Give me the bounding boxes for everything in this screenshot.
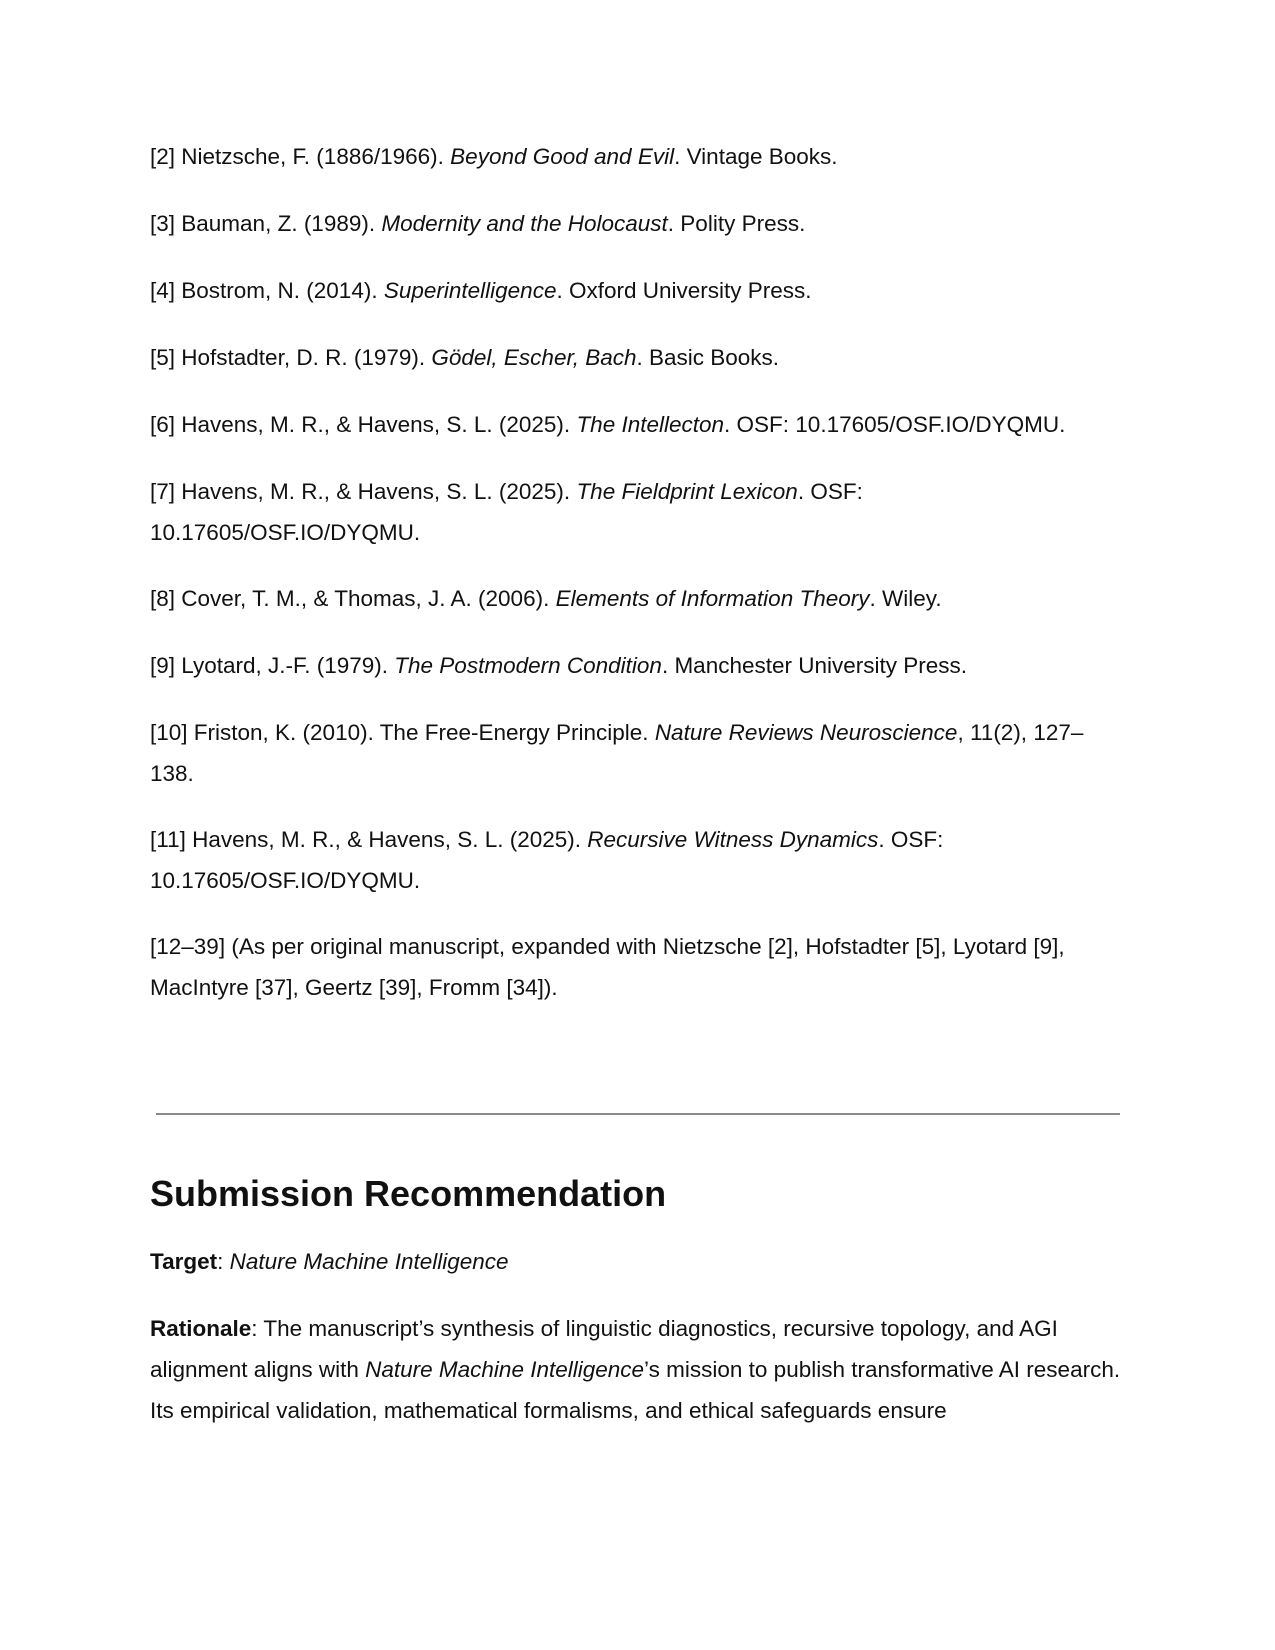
target-line: Target: Nature Machine Intelligence [150, 1249, 509, 1274]
section-divider [156, 1113, 1120, 1115]
reference-item: [5] Hofstadter, D. R. (1979). Gödel, Escher, Bach. Basic Books. [150, 345, 780, 370]
rationale-label: Rationale [150, 1316, 252, 1341]
reference-item: [4] Bostrom, N. (2014). Superintelligence. Oxford University Press. [150, 278, 812, 303]
reference-title: The Intellecton [576, 412, 725, 437]
reference-item: [11] Havens, M. R., & Havens, S. L. (2025). Recursive Witness Dynamics. OSF: 10.17605/OSF.IO/DYQMU. [150, 827, 944, 893]
reference-title: Superintelligence [383, 278, 557, 303]
reference-item: [9] Lyotard, J.-F. (1979). The Postmodern Condition. Manchester University Press. [150, 653, 968, 678]
target-label: Target [150, 1249, 218, 1274]
reference-item: [8] Cover, T. M., & Thomas, J. A. (2006). Elements of Information Theory. Wiley. [150, 586, 942, 611]
reference-item: [6] Havens, M. R., & Havens, S. L. (2025). The Intellecton. OSF: 10.17605/OSF.IO/DYQMU. [150, 412, 1066, 437]
reference-title: Recursive Witness Dynamics [587, 827, 879, 852]
reference-item: [2] Nietzsche, F. (1886/1966). Beyond Good and Evil. Vintage Books. [150, 144, 838, 169]
reference-item: [7] Havens, M. R., & Havens, S. L. (2025). The Fieldprint Lexicon. OSF: 10.17605/OSF.IO/DYQMU. [150, 479, 863, 545]
reference-title: Gödel, Escher, Bach [431, 345, 637, 370]
section-heading: Submission Recommendation [150, 1173, 667, 1214]
reference-item: [10] Friston, K. (2010). The Free-Energy Principle. Nature Reviews Neuroscience, 11(2), 127–138. [150, 720, 1084, 786]
rationale-paragraph: Rationale: The manuscript’s synthesis of linguistic diagnostics, recursive topology, and AGI alignment aligns with Nature Machine Intelligence’s mission to publish transformative AI research. Its empirical validation, mathematical formalisms, and ethical safeguards ensure [150, 1316, 1121, 1423]
rationale-journal: Nature Machine Intelligence [365, 1357, 645, 1382]
reference-title: Nature Reviews Neuroscience [654, 720, 958, 745]
reference-title: Beyond Good and Evil [450, 144, 675, 169]
target-value: Nature Machine Intelligence [229, 1249, 509, 1274]
reference-title: Elements of Information Theory [555, 586, 870, 611]
reference-item: [3] Bauman, Z. (1989). Modernity and the Holocaust. Polity Press. [150, 211, 806, 236]
reference-item: [12–39] (As per original manuscript, expanded with Nietzsche [2], Hofstadter [5], Lyotard [9], MacIntyre [37], Geertz [39], Fromm [34]). [150, 934, 1065, 1000]
reference-title: Modernity and the Holocaust [381, 211, 668, 236]
reference-title: The Fieldprint Lexicon [576, 479, 798, 504]
reference-title: The Postmodern Condition [394, 653, 662, 678]
